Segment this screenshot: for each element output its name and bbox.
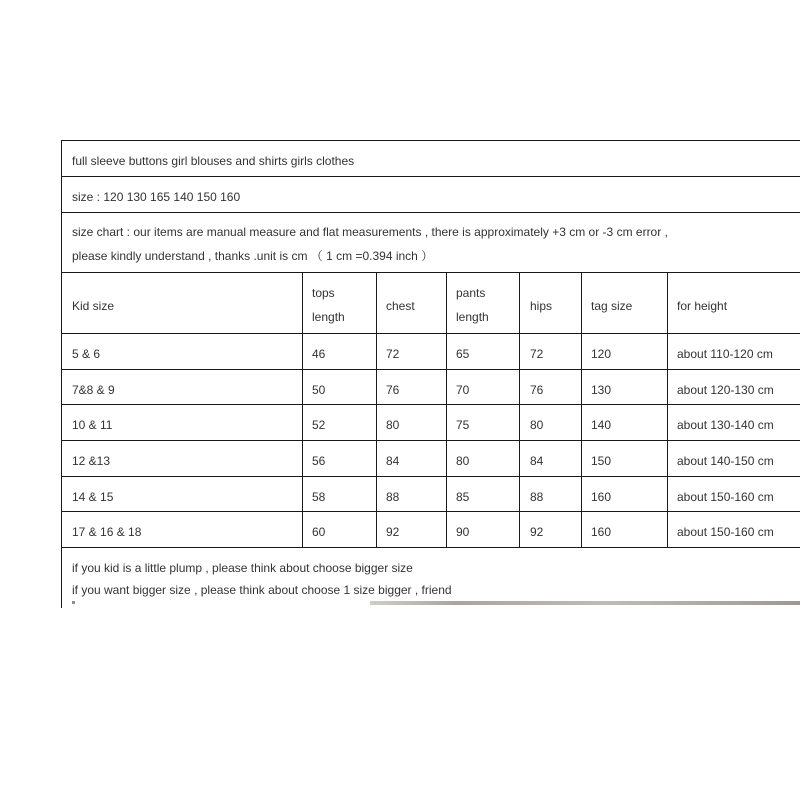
cropped-photo-speck [72,601,75,604]
header-pants-length-1: pants [456,286,486,300]
row-divider [62,176,800,177]
cell-hips: 88 [530,490,544,504]
cell-tops-length: 52 [312,418,326,432]
cell-kid-size: 12 &13 [72,454,111,468]
cell-chest: 80 [386,418,400,432]
measurement-note-line-1: size chart : our items are manual measure and flat measurements , there is approximately +3 cm or -3 cm error , [72,225,668,239]
cell-hips: 80 [530,418,544,432]
row-divider [62,547,800,548]
cell-tag-size: 150 [591,454,612,468]
header-kid-size: Kid size [72,299,115,313]
measurement-note-line-2: please kindly understand , thanks .unit is cm （ 1 cm =0.394 inch ） [72,249,434,263]
row-divider [62,440,800,441]
cell-for-height: about 120-130 cm [677,383,774,397]
cell-for-height: about 130-140 cm [677,418,774,432]
row-divider [62,272,800,273]
cell-for-height: about 140-150 cm [677,454,774,468]
cell-tag-size: 140 [591,418,612,432]
row-divider [62,369,800,370]
cell-chest: 92 [386,525,400,539]
row-divider [62,511,800,512]
cell-for-height: about 150-160 cm [677,490,774,504]
cell-chest: 84 [386,454,400,468]
cell-kid-size: 14 & 15 [72,490,114,504]
cell-hips: 76 [530,383,544,397]
cell-pants-length: 75 [456,418,470,432]
cell-pants-length: 70 [456,383,470,397]
column-divider [446,272,447,547]
cell-chest: 76 [386,383,400,397]
header-for-height: for height [677,299,728,313]
row-divider [62,476,800,477]
cell-kid-size: 5 & 6 [72,347,101,361]
available-sizes: size : 120 130 165 140 150 160 [72,190,241,204]
header-hips: hips [530,299,553,313]
column-divider [519,272,520,547]
cell-tops-length: 56 [312,454,326,468]
cell-tag-size: 130 [591,383,612,397]
row-divider [62,212,800,213]
cell-hips: 72 [530,347,544,361]
cell-tops-length: 60 [312,525,326,539]
cell-for-height: about 150-160 cm [677,525,774,539]
cell-hips: 84 [530,454,544,468]
column-divider [667,272,668,547]
cell-tops-length: 58 [312,490,326,504]
cell-chest: 88 [386,490,400,504]
header-pants-length-2: length [456,310,489,324]
cell-tops-length: 50 [312,383,326,397]
column-divider [581,272,582,547]
header-tag-size: tag size [591,299,633,313]
cell-tops-length: 46 [312,347,326,361]
row-divider [62,333,800,334]
footer-note-line-2: if you want bigger size , please think about choose 1 size bigger , friend [72,583,452,597]
header-tops-length-2: length [312,310,345,324]
column-divider [376,272,377,547]
cell-tag-size: 160 [591,490,612,504]
cell-kid-size: 7&8 & 9 [72,383,115,397]
header-chest: chest [386,299,415,313]
size-chart-sheet [61,140,800,608]
cell-kid-size: 10 & 11 [72,418,113,432]
product-title: full sleeve buttons girl blouses and shirts girls clothes [72,154,355,168]
cell-pants-length: 65 [456,347,470,361]
cell-for-height: about 110-120 cm [677,347,773,361]
cell-hips: 92 [530,525,544,539]
cell-tag-size: 120 [591,347,612,361]
cell-pants-length: 90 [456,525,470,539]
cropped-product-photo-edge [370,601,800,605]
row-divider [62,404,800,405]
cell-kid-size: 17 & 16 & 18 [72,525,142,539]
header-tops-length-1: tops [312,286,335,300]
cell-pants-length: 80 [456,454,470,468]
cell-pants-length: 85 [456,490,470,504]
footer-note-line-1: if you kid is a little plump , please think about choose bigger size [72,561,413,575]
cell-chest: 72 [386,347,400,361]
cell-tag-size: 160 [591,525,612,539]
column-divider [302,272,303,547]
